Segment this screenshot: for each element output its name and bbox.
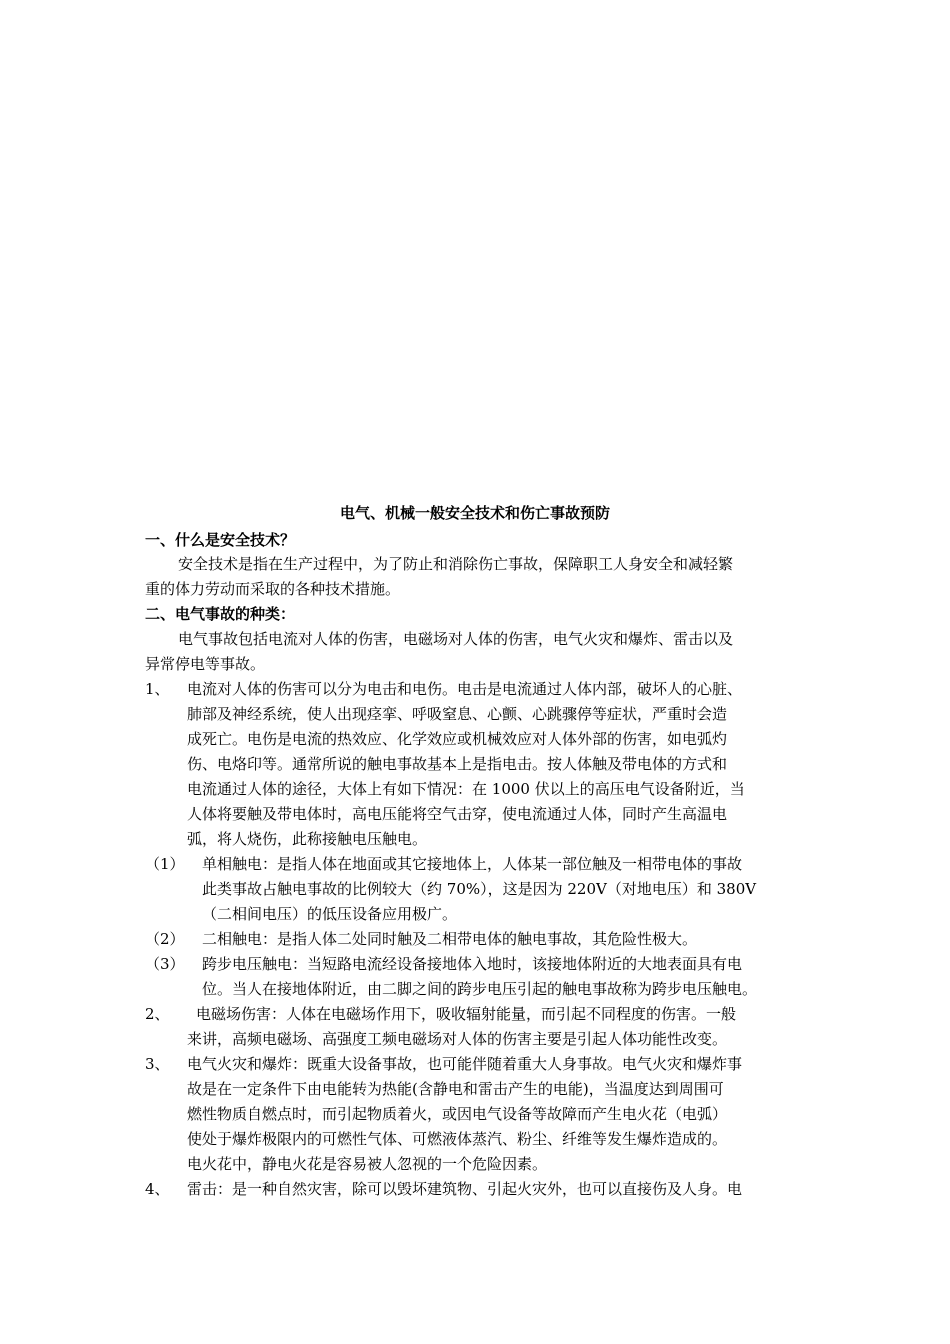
document-title: 电气、机械一般安全技术和伤亡事故预防	[339, 504, 610, 522]
list-number: 3、	[145, 1055, 170, 1073]
sub-list-number: （2）	[145, 930, 185, 948]
list-item-line: 电流通过人体的途径，大体上有如下情况：在 1000 伏以上的高压电气设备附近，当	[187, 780, 745, 798]
sub-list-number: （1）	[145, 855, 185, 873]
list-item-line: 人体将要触及带电体时，高电压能将空气击穿，使电流通过人体，同时产生高温电	[187, 805, 728, 823]
sub-list-item-line: 位。当人在接地体附近，由二脚之间的跨步电压引起的触电事故称为跨步电压触电。	[202, 980, 758, 998]
list-item-line: 来讲，高频电磁场、高强度工频电磁场对人体的伤害主要是引起人体功能性改变。	[187, 1030, 728, 1048]
sub-list-item-line: 单相触电：是指人体在地面或其它接地体上，人体某一部位触及一相带电体的事故	[202, 855, 743, 873]
paragraph-line: 安全技术是指在生产过程中，为了防止和消除伤亡事故，保障职工人身安全和减轻繁	[178, 555, 734, 573]
list-item-line: 电气火灾和爆炸：既重大设备事故，也可能伴随着重大人身事故。电气火灾和爆炸事	[187, 1055, 743, 1073]
list-item-line: 肺部及神经系统，使人出现痉挛、呼吸窒息、心颤、心跳骤停等症状，严重时会造	[187, 705, 728, 723]
sub-list-item-line: 跨步电压触电：当短路电流经设备接地体入地时，该接地体附近的大地表面具有电	[202, 955, 743, 973]
paragraph-line: 异常停电等事故。	[145, 655, 266, 673]
sub-list-item-line: 此类事故占触电事故的比例较大（约 70%），这是因为 220V（对地电压）和 380V	[202, 880, 757, 898]
list-item-line: 电流对人体的伤害可以分为电击和电伤。电击是电流通过人体内部，破坏人的心脏、	[187, 680, 743, 698]
list-number: 2、	[145, 1005, 170, 1023]
list-number: 1、	[145, 680, 170, 698]
section-heading-1: 一、什么是安全技术？	[145, 531, 296, 549]
list-item-line: 成死亡。电伤是电流的热效应、化学效应或机械效应对人体外部的伤害，如电弧灼	[187, 730, 728, 748]
sub-list-item-line: 二相触电：是指人体二处同时触及二相带电体的触电事故，其危险性极大。	[202, 930, 698, 948]
list-item-line: 弧，将人烧伤，此称接触电压触电。	[187, 830, 428, 848]
paragraph-line: 电气事故包括电流对人体的伤害，电磁场对人体的伤害，电气火灾和爆炸、雷击以及	[178, 630, 734, 648]
list-number: 4、	[145, 1180, 170, 1198]
list-item-line: 雷击：是一种自然灾害，除可以毁坏建筑物、引起火灾外，也可以直接伤及人身。电	[187, 1180, 743, 1198]
sub-list-item-line: （二相间电压）的低压设备应用极广。	[202, 905, 458, 923]
list-item-line: 电火花中，静电火花是容易被人忽视的一个危险因素。	[187, 1155, 548, 1173]
paragraph-line: 重的体力劳动而采取的各种技术措施。	[145, 580, 401, 598]
section-heading-2: 二、电气事故的种类：	[145, 605, 296, 623]
list-item-line: 故是在一定条件下由电能转为热能(含静电和雷击产生的电能)，当温度达到周围可	[187, 1080, 724, 1098]
list-item-line: 伤、电烙印等。通常所说的触电事故基本上是指电击。按人体触及带电体的方式和	[187, 755, 728, 773]
sub-list-number: （3）	[145, 955, 185, 973]
list-item-line: 使处于爆炸极限内的可燃性气体、可燃液体蒸汽、粉尘、纤维等发生爆炸造成的。	[187, 1130, 728, 1148]
list-item-line: 燃性物质自燃点时，而引起物质着火，或因电气设备等故障而产生电火花（电弧）	[187, 1105, 728, 1123]
list-item-line: 电磁场伤害：人体在电磁场作用下，吸收辐射能量，而引起不同程度的伤害。一般	[196, 1005, 737, 1023]
